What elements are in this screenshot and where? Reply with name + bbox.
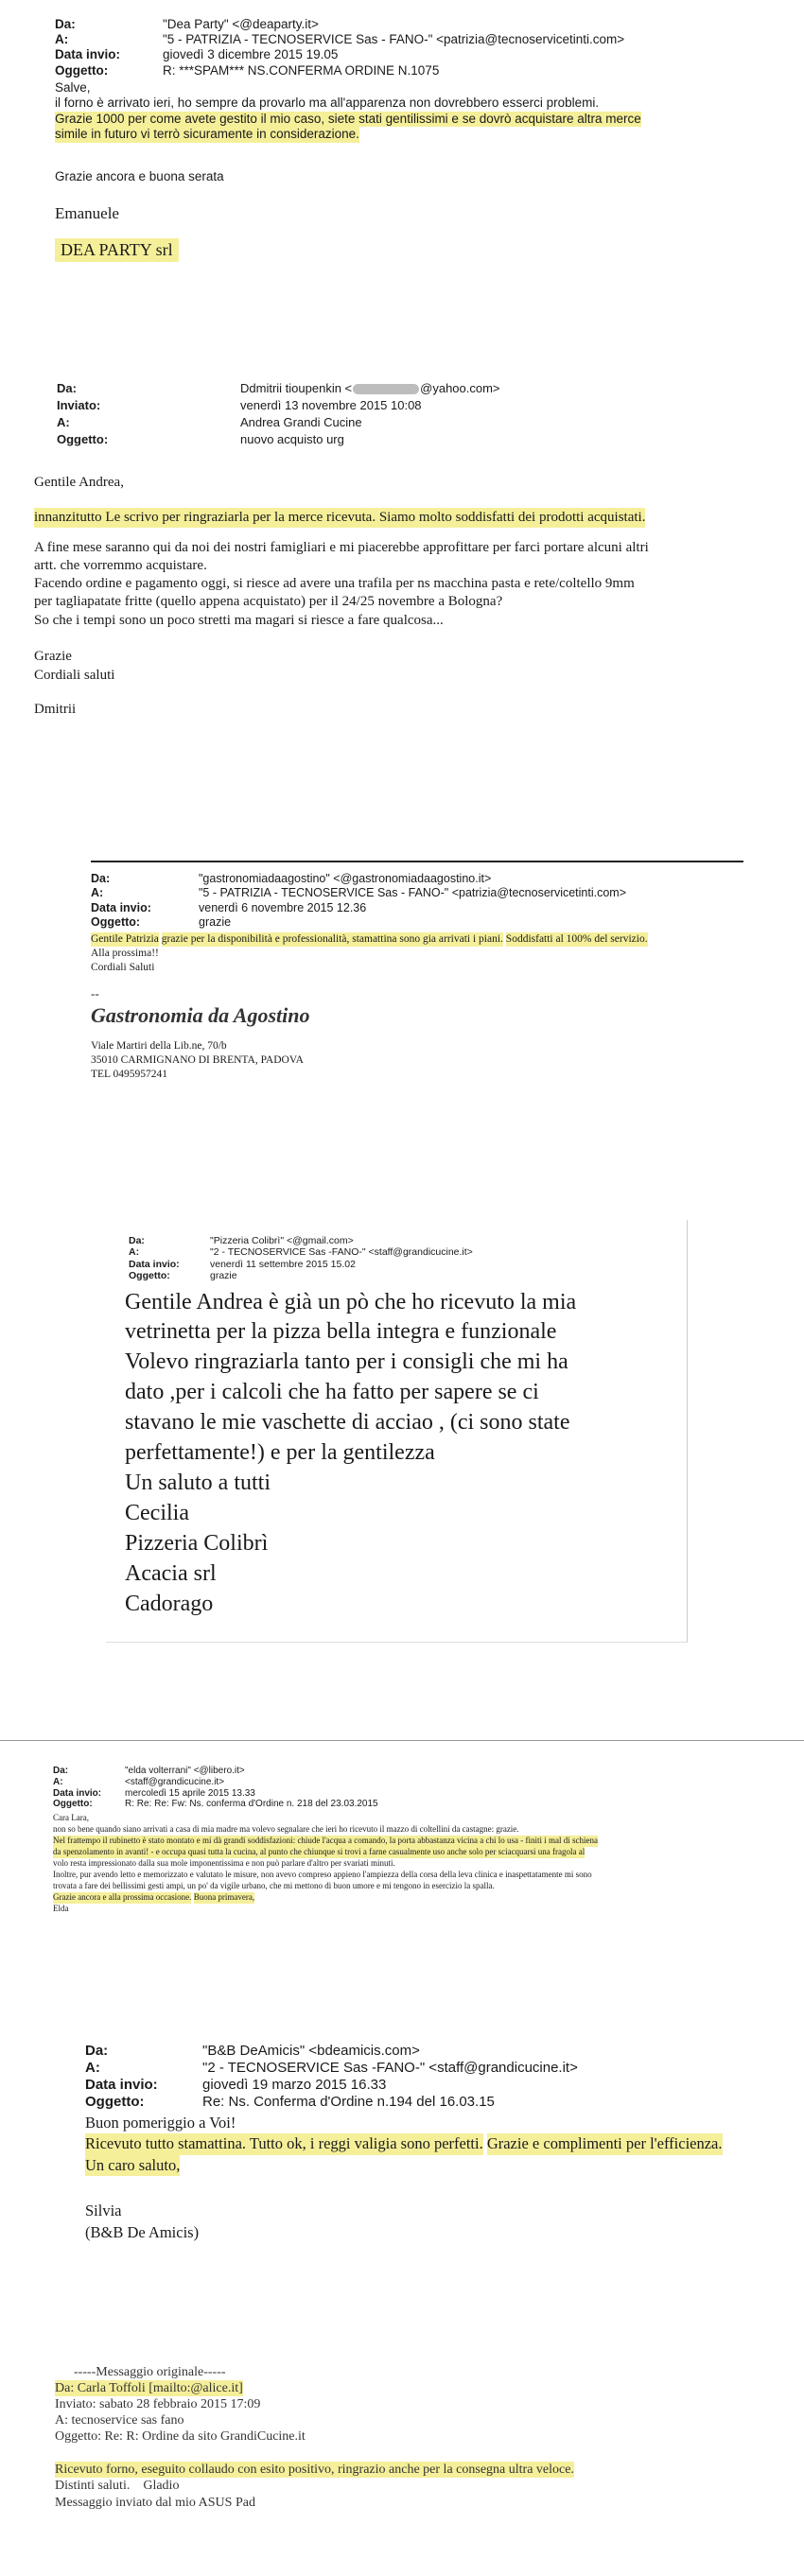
from-value: "gastronomiadaagostino" <@gastronomiadaagostino.it> <box>199 872 492 885</box>
closing: Cordiali saluti <box>34 667 115 683</box>
email-card-dmitrii <box>34 380 791 777</box>
signature-company: Acacia srl <box>125 1560 217 1586</box>
to-value: <staff@grandicucine.it> <box>125 1776 225 1787</box>
highlighted-closing: Grazie ancora e alla prossima occasione. <box>53 1891 192 1902</box>
separator: -- <box>91 985 99 1001</box>
highlighted-body-line: Nel frattempo il rubinetto è stato montato e mi dà grandi soddisfazioni: chiude l'acqua a comando, la porta abbastanza vicina a chi lo usa - finiti i mal di schiena <box>53 1836 598 1846</box>
highlighted-thanks: innanzitutto Le scrivo per ringraziarla per la merce ricevuta. Siamo molto soddisfatti dei prodotti acquistati. <box>34 508 645 528</box>
from-label: Da: <box>91 872 111 885</box>
highlighted-body-line: Grazie e complimenti per l'efficienza. <box>487 2133 723 2154</box>
closing: Un saluto a tutti <box>125 1470 271 1495</box>
body-line: A fine mese saranno qui da noi dei nostri famigliari e mi piacerebbe approfittare per farci portare alcuni altri <box>34 539 649 555</box>
to-label: A: <box>91 886 104 900</box>
email-header <box>85 2043 766 2111</box>
to-line: A: tecnoservice sas fano <box>55 2413 184 2428</box>
from-label: Da: <box>57 381 77 395</box>
body-line: Alla prossima!! <box>91 947 159 959</box>
body-line: Volevo ringraziarla tanto per i consigli che mi ha <box>125 1349 568 1375</box>
date-value: mercoledì 15 aprile 2015 13.33 <box>125 1787 255 1799</box>
to-label: A: <box>53 1776 63 1787</box>
original-message-header: -----Messaggio originale----- <box>74 2365 226 2379</box>
body-line: trovata a fare dei bellissimi gesti ampi, un po' da vigile urbano, che mi mettono di buon umore e mi tengono in esercizio la spalla. <box>53 1881 495 1890</box>
body-line: Gentile Patrizia <box>91 933 159 945</box>
subject-value: nuovo acquisto urg <box>240 431 344 446</box>
body-line: dato ,per i calcoli che ha fatto per sapere se ci <box>125 1380 539 1405</box>
signature-company: (B&B De Amicis) <box>85 2222 200 2241</box>
email-header <box>55 17 736 78</box>
subject-label: Oggetto: <box>85 2094 145 2110</box>
signature-company: Gastronomia da Agostino <box>91 1002 310 1027</box>
from-label: Da: <box>85 2043 109 2059</box>
to-label: A: <box>57 414 70 429</box>
signature-name: Silvia <box>85 2202 122 2220</box>
subject-value: R: Re: Re: Fw: Ns. conferma d'Ordine n. 218 del 23.03.2015 <box>125 1799 378 1810</box>
to-label: A: <box>55 32 69 47</box>
email-header <box>57 380 791 448</box>
body-line: perfettamente!) e per la gentilezza <box>125 1440 435 1466</box>
from-line: Da: Carla Toffoli [mailto:@alice.it] <box>55 2381 243 2396</box>
email-card-dea-party <box>55 17 736 310</box>
date-value: giovedì 19 marzo 2015 16.33 <box>202 2077 387 2093</box>
address-line: Viale Martiri della Lib.ne, 70/b <box>91 1039 227 1052</box>
email-card-gastronomia <box>91 861 753 1144</box>
closing: Grazie <box>34 648 72 664</box>
email-card-bb-deamicis <box>85 2043 766 2307</box>
body-line: non so bene quando siano arrivati a casa di mia madre ma volevo segnalare che ieri ho ricevuto il mazzo di coltellini da castagne: grazie. <box>53 1824 519 1835</box>
subject-line: Oggetto: Re: R: Ordine da sito GrandiCucine.it <box>55 2429 306 2445</box>
signature-company: Pizzeria Colibrì <box>125 1530 269 1556</box>
address-line: 35010 CARMIGNANO DI BRENTA, PADOVA <box>91 1053 304 1066</box>
closing: Distinti saluti. Gladio <box>55 2479 180 2494</box>
email-header <box>129 1235 687 1282</box>
to-value: Andrea Grandi Cucine <box>240 414 362 429</box>
subject-label: Oggetto: <box>91 914 141 929</box>
highlighted-body-line: Ricevuto forno, eseguito collaudo con esito positivo, ringrazio anche per la consegna ultra veloce. <box>55 2463 574 2478</box>
sent-value: venerdì 13 novembre 2015 10:08 <box>240 397 422 412</box>
subject-label: Oggetto: <box>55 62 109 78</box>
from-value: Ddmitrii tioupenkin < @yahoo.com> <box>240 381 500 395</box>
signature-company: DEA PARTY srl <box>61 239 173 259</box>
highlighted-body-line: grazie per la disponibilità e professionalità, stamattina sono gia arrivati i piani. <box>161 933 503 945</box>
highlighted-closing: Buona primavera, <box>193 1891 255 1902</box>
body-line: Cordiali Saluti <box>91 961 155 973</box>
email-header <box>53 1766 804 1810</box>
from-label: Da: <box>53 1766 69 1776</box>
date-label: Data invio: <box>129 1258 180 1270</box>
body-line: il forno è arrivato ieri, ho sempre da provarlo ma all'apparenza non dovrebbero esserci problemi. <box>55 96 600 111</box>
sent-line: Inviato: sabato 28 febbraio 2015 17:09 <box>55 2397 261 2412</box>
from-value: "Dea Party" <@deaparty.it> <box>163 17 319 31</box>
subject-label: Oggetto: <box>57 431 109 446</box>
device-signature: Messaggio inviato dal mio ASUS Pad <box>55 2495 255 2510</box>
to-value: "5 - PATRIZIA - TECNOSERVICE Sas - FANO-" <patrizia@tecnoservicetinti.com> <box>163 32 625 47</box>
from-value: "B&B DeAmicis" <bdeamicis.com> <box>202 2043 420 2059</box>
signature-name: Cecilia <box>125 1500 189 1525</box>
highlighted-body-line: Soddisfatti al 100% del servizio. <box>505 933 648 945</box>
body-line: per tagliapatate fritte (quello appena acquistato) per il 24/25 novembre a Bologna? <box>34 594 503 610</box>
date-label: Data invio: <box>91 900 151 914</box>
date-value: giovedì 3 dicembre 2015 19.05 <box>163 47 339 62</box>
highlighted-body-line: Grazie 1000 per come avete gestito il mio caso, siete stati gentilissimi e se dovrò acquistare altra merce <box>55 111 641 126</box>
from-label: Da: <box>55 17 76 31</box>
email-card-pizzeria-colibri <box>106 1220 688 1643</box>
sent-label: Inviato: <box>57 397 101 412</box>
date-value: venerdì 6 novembre 2015 12.36 <box>199 900 367 914</box>
to-label: A: <box>85 2060 100 2076</box>
body-line: Buon pomeriggio a Voi! <box>85 2114 236 2132</box>
to-label: A: <box>129 1246 140 1259</box>
subject-label: Oggetto: <box>53 1799 93 1810</box>
subject-value: R: ***SPAM*** NS.CONFERMA ORDINE N.1075 <box>163 62 440 78</box>
body-line: vetrinetta per la pizza bella integra e funzionale <box>125 1319 557 1345</box>
highlighted-body-line: da spenzolamento in avanti! - e occupa quasi tutta la cucina, al punto che chiunque si trovi a farne casualmente uso anche solo per sciacquarsi una fragola al <box>53 1847 586 1857</box>
greeting: Cara Lara, <box>53 1813 89 1823</box>
email-header <box>91 872 753 930</box>
subject-value: grazie <box>199 914 232 929</box>
to-value: "2 - TECNOSERVICE Sas -FANO-" <staff@grandicucine.it> <box>210 1246 473 1259</box>
from-value: "Pizzeria Colibrì" <@gmail.com> <box>210 1235 354 1246</box>
subject-label: Oggetto: <box>129 1270 170 1282</box>
closing: Grazie ancora e buona serata <box>55 168 224 183</box>
from-value: "elda volterrani" <@libero.it> <box>125 1766 245 1776</box>
body-line: Inoltre, pur avendo letto e memorizzato e valutato le misure, non avevo compreso appieno l'ampiezza della corsa della leva clinica e inaspettatamente mi sono <box>53 1870 592 1880</box>
date-label: Data invio: <box>85 2077 158 2093</box>
highlighted-body-line: Un caro saluto, <box>85 2155 180 2176</box>
phone: TEL 0495957241 <box>91 1068 168 1080</box>
to-value: "2 - TECNOSERVICE Sas -FANO-" <staff@grandicucine.it> <box>202 2060 578 2076</box>
body-line: volo resta impressionato dalla sua mole imponentissima e non può parlare d'altro per svariati minuti. <box>53 1858 395 1869</box>
subject-value: Re: Ns. Conferma d'Ordine n.194 del 16.03.15 <box>202 2094 495 2110</box>
email-card-carla-toffoli <box>55 2364 774 2553</box>
redacted-mark <box>353 384 419 393</box>
greeting: Gentile Andrea, <box>34 474 124 490</box>
body-line: Facendo ordine e pagamento oggi, si riesce ad avere una trafila per ns macchina pasta e rete/coltello 9mm <box>34 576 635 592</box>
date-label: Data invio: <box>53 1787 102 1799</box>
body-line: artt. che vorremmo acquistare. <box>34 557 207 573</box>
email-card-elda-volterrani <box>0 1740 804 1968</box>
greeting: Salve, <box>55 79 91 95</box>
body-line: stavano le mie vaschette di acciao , (ci sono state <box>125 1410 570 1436</box>
body-line: Gentile Andrea è già un pò che ho ricevuto la mia <box>125 1289 577 1314</box>
body-line: So che i tempi sono un poco stretti ma magari si riesce a fare qualcosa... <box>34 612 444 628</box>
highlighted-body-line: simile in futuro vi terrò sicuramente in considerazione. <box>55 127 359 142</box>
signature-name: Dmitrii <box>34 702 77 718</box>
from-label: Da: <box>129 1235 145 1246</box>
highlighted-body-line: Ricevuto tutto stamattina. Tutto ok, i reggi valigia sono perfetti. <box>85 2133 483 2154</box>
date-label: Data invio: <box>55 47 121 62</box>
separator-line <box>91 861 743 862</box>
signature-name: Emanuele <box>55 203 119 222</box>
signature-name: Elda <box>53 1903 69 1913</box>
date-value: venerdì 11 settembre 2015 15.02 <box>210 1258 356 1270</box>
subject-value: grazie <box>210 1270 237 1282</box>
signature-city: Cadorago <box>125 1591 214 1616</box>
to-value: "5 - PATRIZIA - TECNOSERVICE Sas - FANO-" <patrizia@tecnoservicetinti.com> <box>199 886 627 900</box>
